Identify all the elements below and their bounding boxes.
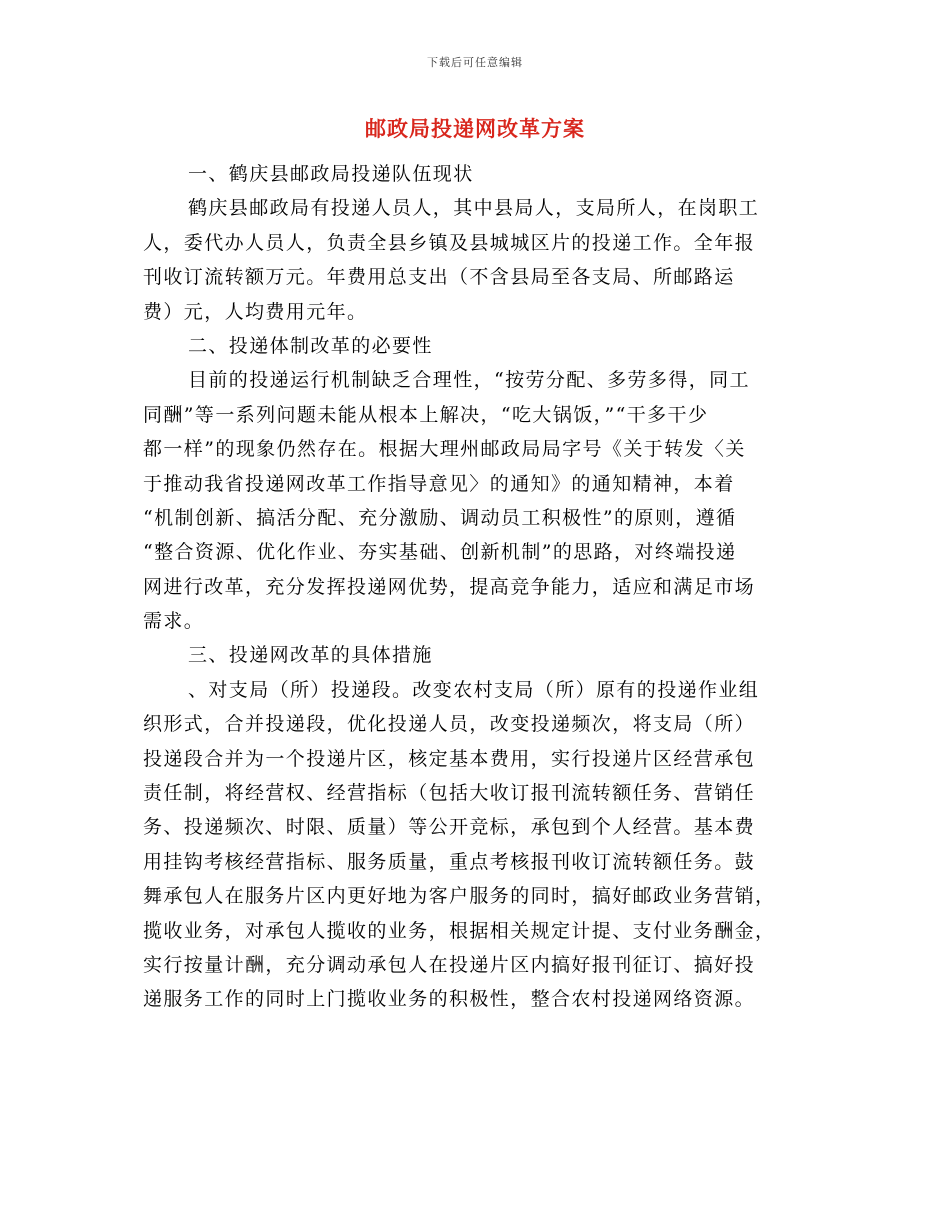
paragraph-line: 实行按量计酬，充分调动承包人在投递片区内搞好报刊征订、搞好投 [143,953,756,976]
paragraph-line: 目前的投递运行机制缺乏合理性，“按劳分配、多劳多得，同工 [188,369,750,392]
paragraph-line: 刊收订流转额万元。年费用总支出（不含县局至各支局、所邮路运 [143,266,735,289]
paragraph-line: 投递段合并为一个投递片区，核定基本费用，实行投递片区经营承包 [143,747,756,770]
paragraph-line: “整合资源、优化作业、夯实基础、创新机制”的思路，对终端投递 [143,541,737,564]
paragraph-line: 费）元，人均费用元年。 [143,300,368,323]
paragraph-line: 揽收业务，对承包人揽收的业务，根据相关规定计提、支付业务酬金， [143,919,776,942]
section-heading-3: 三、投递网改革的具体措施 [188,644,433,667]
document-title: 邮政局投递网改革方案 [365,116,585,141]
paragraph-line: 舞承包人在服务片区内更好地为客户服务的同时，搞好邮政业务营销， [143,885,776,908]
paragraph-line: 需求。 [143,610,205,633]
paragraph-line: 都一样”的现象仍然存在。根据大理州邮政局局字号《关于转发〈关 [143,438,746,461]
document-body [143,157,813,1017]
section-heading-2: 二、投递体制改革的必要性 [188,334,433,357]
paragraph-line: 网进行改革，充分发挥投递网优势，提高竞争能力，适应和满足市场 [143,575,756,598]
page-header-note: 下载后可任意编辑 [427,56,523,69]
paragraph-line: 人，委代办人员人，负责全县乡镇及县城城区片的投递工作。全年报 [143,231,756,254]
paragraph-line: 递服务工作的同时上门揽收业务的积极性，整合农村投递网络资源。 [143,988,756,1011]
paragraph-line: 责任制，将经营权、经营指标（包括大收订报刊流转额任务、营销任 [143,782,756,805]
paragraph-line: 于推动我省投递网改革工作指导意见〉的通知》的通知精神，本着 [143,472,735,495]
paragraph-line: 、对支局（所）投递段。改变农村支局（所）原有的投递作业组 [188,678,760,701]
paragraph-line: 同酬”等一系列问题未能从根本上解决，“吃大锅饭，”“干多干少 [143,403,709,426]
paragraph-line: 用挂钩考核经营指标、服务质量，重点考核报刊收订流转额任务。鼓 [143,850,756,873]
paragraph-line: 务、投递频次、时限、质量）等公开竞标，承包到个人经营。基本费 [143,816,756,839]
paragraph-line: 织形式，合并投递段，优化投递人员，改变投递频次，将支局（所） [143,713,756,736]
paragraph-line: “机制创新、搞活分配、充分激励、调动员工积极性”的原则，遵循 [143,506,737,529]
section-heading-1: 一、鹤庆县邮政局投递队伍现状 [188,163,474,185]
paragraph-line: 鹤庆县邮政局有投递人员人，其中县局人，支局所人，在岗职工 [188,197,760,220]
